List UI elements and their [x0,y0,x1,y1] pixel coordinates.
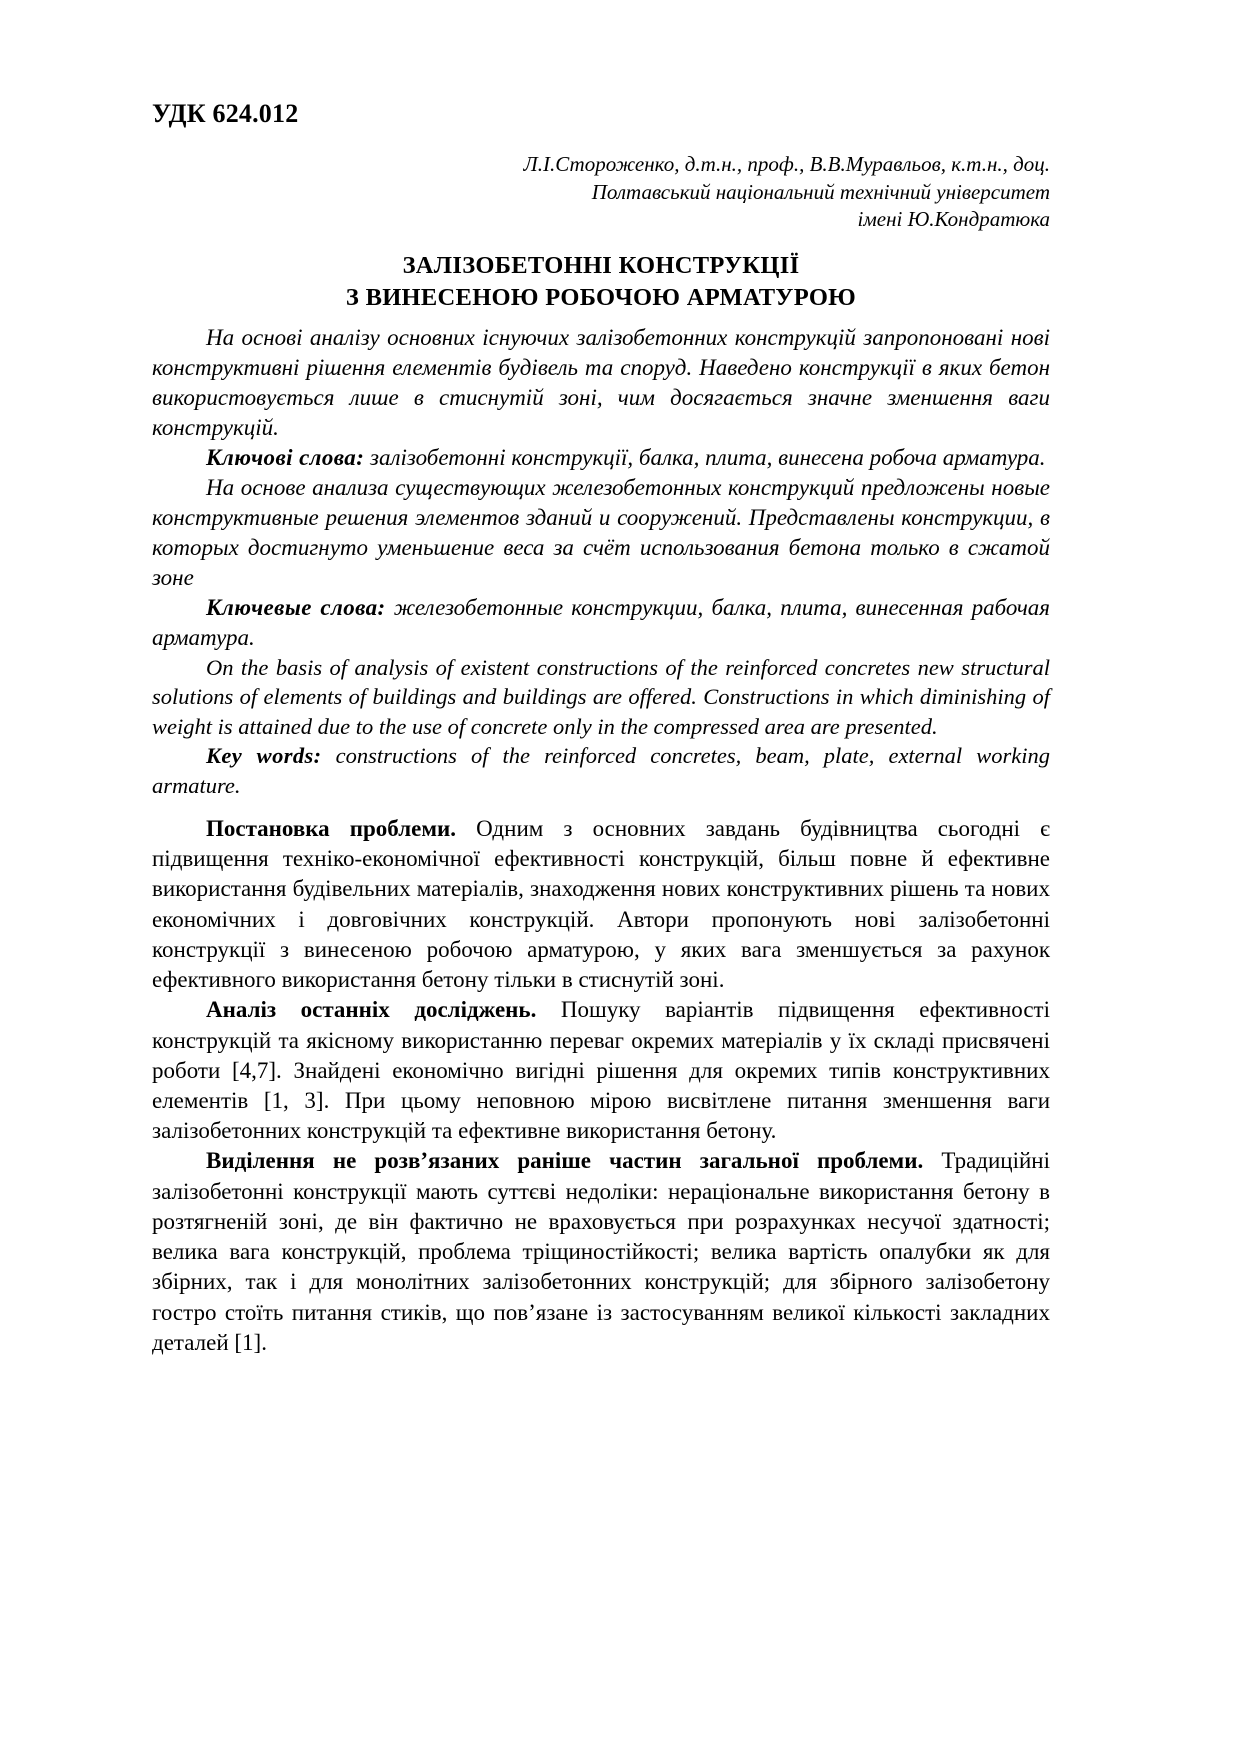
keywords-english-value: constructions of the reinforced concretes, beam, plate, external working armature. [152,743,1051,798]
section-heading-analysis: Аналіз останніх досліджень. [206,997,537,1023]
abstract-ukrainian: На основі аналізу основних існуючих залізобетонних конструкцій запропоновані нові конструктивні рішення елементів будівель та споруд. Наведено конструкції в яких бетон використовується лише в стиснутій зоні, чим досягається значне зменшення ваги конструкцій. [152,325,1050,441]
title-line-2: З ВИНЕСЕНОЮ РОБОЧОЮ АРМАТУРОЮ [345,283,857,311]
udk-code: УДК 624.012 [152,99,299,128]
section-text-analysis: Пошуку варіантів підвищення ефективності конструкцій та якісному використанню переваг окремих матеріалів у їх складі присвячені роботи [4,7]. Знайдені економічно вигідні рішення для окремих типів конструктивних елементів [1, 3]. При цьому неповною мірою висвітлене питання зменшення ваги залізобетонних конструкцій та ефективне використання бетону. [152,997,1050,1144]
keywords-russian [152,593,1050,653]
section-spacer [152,800,1050,814]
keywords-russian-label: Ключевые слова: [206,595,386,621]
section-text-problem-statement: Одним з основних завдань будівництва сьогодні є підвищення техніко-економічної ефективності конструкцій, більш повне й ефективне використання будівельних матеріалів, знаходження нових конструктивних рішень та нових економічних і довговічних конструкцій. Автори пропонують нові залізобетонні конструкції з винесеною робочою арматурою, у яких вага зменшується за рахунок ефективного використання бетону тільки в стиснутій зоні. [152,815,1051,993]
section-analysis [152,995,1050,1146]
authors-line: Л.І.Стороженко, д.т.н., проф., В.В.Муравльов, к.т.н., доц. [523,151,1050,176]
section-text-unsolved-parts: Традиційні залізобетонні конструкції мають суттєві недоліки: нераціональне використання бетону в розтягненій зоні, де він фактично не враховується при розрахунках несучої здатності; велика вага конструкцій, проблема тріщиностійкості; велика вартість опалубки як для збірних, так і для монолітних залізобетонних конструкцій; для збірного залізобетону гостро стоїть питання стиків, що пов’язане із застосуванням великої кількості закладних деталей [1]. [152,1148,1050,1355]
abstract-russian: На основе анализа существующих железобетонных конструкций предложены новые конструктивные решения элементов зданий и сооружений. Представлены конструкции, в которых достигнуто уменьшение веса за счёт использования бетона только в сжатой зоне [152,475,1050,591]
section-heading-problem-statement: Постановка проблеми. [206,815,457,841]
section-problem-statement [152,814,1050,995]
title-line-1: ЗАЛІЗОБЕТОННІ КОНСТРУКЦІЇ [402,252,800,280]
affiliation-line-2: імені Ю.Кондратюка [857,207,1050,232]
author-affiliation-block [152,151,1050,235]
keywords-english [152,741,1050,800]
affiliation-line: Полтавський національний технічний університет [591,179,1050,204]
page-title [152,250,1050,313]
keywords-ukrainian-value: залізобетонні конструкції, балка, плита, винесена робоча арматура. [370,445,1046,471]
section-heading-unsolved-parts: Виділення не розв’язаних раніше частин загальної проблеми. [206,1148,924,1174]
keywords-russian-value: железобетонные конструкции, балка, плита, винесенная рабочая арматура. [152,595,1050,651]
keywords-ukrainian-label: Ключові слова: [206,445,365,471]
keywords-ukrainian [152,443,1050,473]
abstract-english: On the basis of analysis of existent constructions of the reinforced concretes new structural solutions of elements of buildings and buildings are offered. Constructions in which diminishing of weight is attained due to the use of concrete only in the compressed area are presented. [152,655,1050,739]
section-unsolved-parts [152,1146,1050,1358]
keywords-english-label: Key words: [206,743,322,769]
